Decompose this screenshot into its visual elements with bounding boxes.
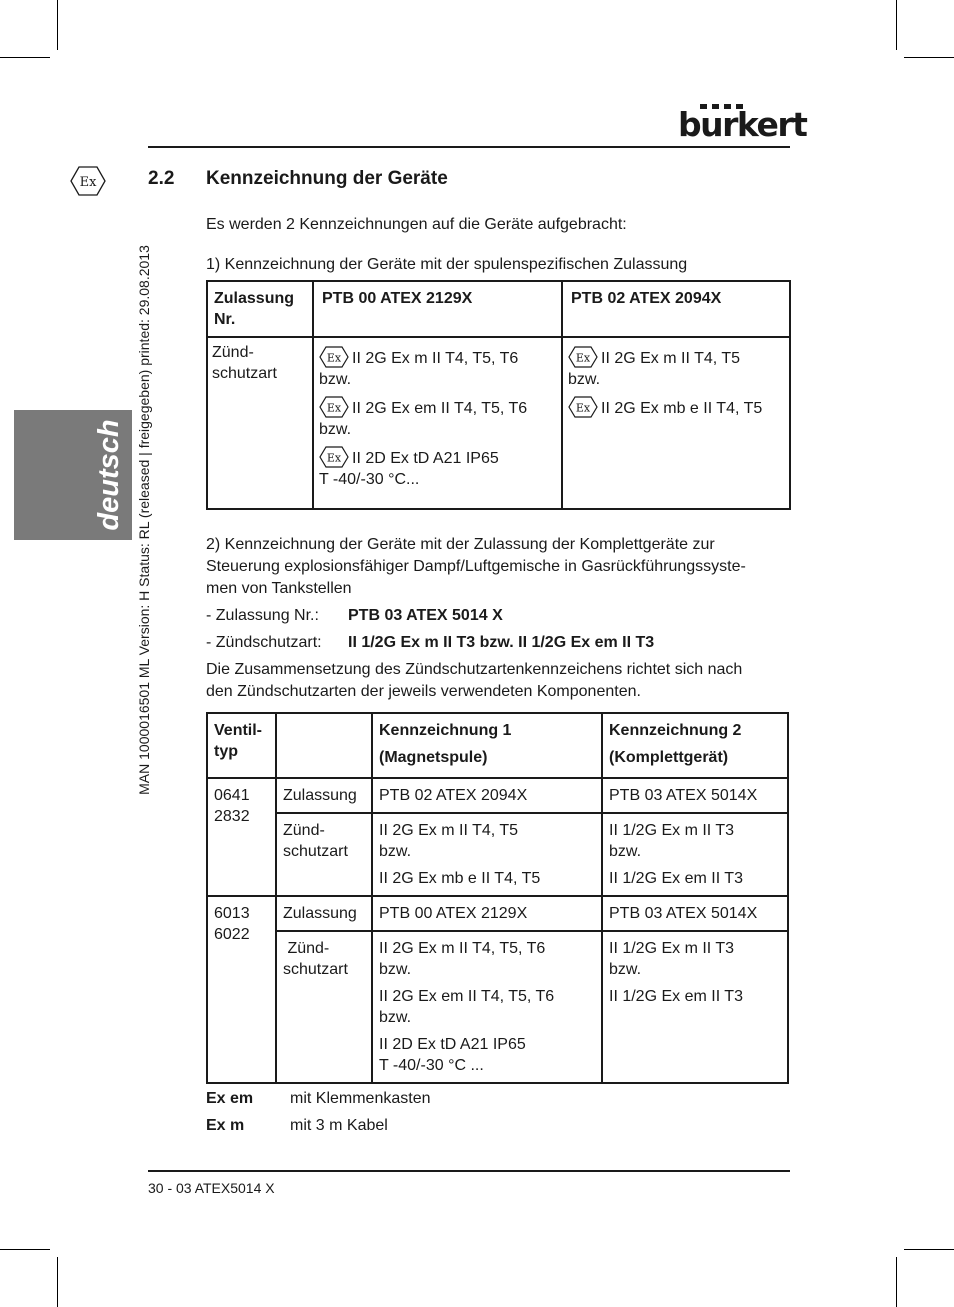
table1-header-cell: PTB 00 ATEX 2129X (313, 281, 562, 337)
table2-cell: PTB 02 ATEX 2094X (372, 778, 602, 813)
table2-header-cell (276, 713, 372, 778)
section-title: Kennzeichnung der Geräte (206, 168, 448, 189)
ex-hexagon-icon (568, 346, 598, 368)
ex-hexagon-icon (319, 446, 349, 468)
valve-type-cell: 6013 6022 (207, 896, 276, 1083)
table2-cell: Zünd- schutzart (276, 931, 372, 1083)
svg-text:Ex: Ex (575, 401, 591, 415)
ex-hexagon-icon (70, 166, 106, 196)
svg-text:Ex: Ex (575, 351, 591, 365)
table2-cell: II 2G Ex m II T4, T5, T6 bzw. II 2G Ex em II T4, T5, T6 bzw. II 2D Ex tD A21 IP65 T -40/-30 °C ... (372, 931, 602, 1083)
crop-mark (57, 0, 58, 50)
crop-mark (896, 1257, 897, 1307)
table2-cell: II 1/2G Ex m II T3 bzw. II 1/2G Ex em II T3 (602, 931, 788, 1083)
crop-mark (57, 1257, 58, 1307)
part2-caption-line: 2) Kennzeichnung der Geräte mit der Zulassung der Komplettgeräte zur (206, 536, 715, 553)
table2-cell: Zulassung (276, 896, 372, 931)
footer-rule (148, 1170, 790, 1172)
table1-cell: Ex II 2G Ex m II T4, T5 bzw. Ex II 2G Ex mb e II T4, T5 (562, 337, 790, 509)
table2-cell: PTB 03 ATEX 5014X (602, 896, 788, 931)
table2-header-cell: Kennzeichnung 2 (Komplettgerät) (602, 713, 788, 778)
brand-name: burkert (678, 105, 807, 144)
table1-header-cell: PTB 02 ATEX 2094X (562, 281, 790, 337)
table2-cell: PTB 03 ATEX 5014X (602, 778, 788, 813)
section-number: 2.2 (148, 168, 175, 189)
crop-mark (904, 57, 954, 58)
legend-key: Ex em (206, 1090, 254, 1107)
approval-label: - Zulassung Nr.: (206, 607, 319, 624)
table2-cell: PTB 00 ATEX 2129X (372, 896, 602, 931)
svg-text:Ex: Ex (326, 401, 342, 415)
svg-text:Ex: Ex (326, 351, 342, 365)
valve-marking-table (206, 712, 789, 1084)
language-tab-label: deutsch (93, 419, 125, 531)
intro-text: Es werden 2 Kennzeichnungen auf die Geräte aufgebracht: (206, 216, 627, 233)
svg-text:Ex: Ex (79, 175, 97, 190)
page-footer: 30 - 03 ATEX5014 X (148, 1180, 275, 1196)
part2-caption-line: men von Tankstellen (206, 580, 352, 597)
protection-label: - Zündschutzart: (206, 634, 322, 651)
part1-caption: 1) Kennzeichnung der Geräte mit der spulenspezifischen Zulassung (206, 256, 688, 273)
document-meta-vertical: MAN 1000016501 ML Version: H Status: RL (released | freigegeben) printed: 29.08.2013 (136, 245, 152, 795)
crop-mark (0, 57, 50, 58)
note-line: Die Zusammensetzung des Zündschutzartenkennzeichens richtet sich nach (206, 661, 743, 678)
crop-mark (896, 0, 897, 50)
table2-cell: II 2G Ex m II T4, T5 bzw. II 2G Ex mb e II T4, T5 (372, 813, 602, 896)
table2-header-cell: Kennzeichnung 1 (Magnetspule) (372, 713, 602, 778)
valve-type-cell: 0641 2832 (207, 778, 276, 896)
legend-key: Ex m (206, 1117, 245, 1134)
legend-value: mit 3 m Kabel (290, 1117, 388, 1134)
table1-row-label: Zünd- schutzart (207, 337, 313, 509)
brand-logo (678, 104, 807, 144)
part2-caption-line: Steuerung explosionsfähiger Dampf/Luftgemische in Gasrückführungssyste- (206, 558, 746, 575)
table1-cell: Ex II 2G Ex m II T4, T5, T6 bzw. Ex II 2G Ex em II T4, T5, T6 bzw. Ex II 2D Ex tD A21 IP65 T -40/-30 °C... (313, 337, 562, 509)
approval-value: PTB 03 ATEX 5014 X (348, 607, 503, 624)
table2-cell: II 1/2G Ex m II T3 bzw. II 1/2G Ex em II T3 (602, 813, 788, 896)
ex-hexagon-icon (319, 396, 349, 418)
ex-hexagon-icon (319, 346, 349, 368)
protection-value: II 1/2G Ex m II T3 bzw. II 1/2G Ex em II T3 (348, 634, 655, 651)
note-line: den Zündschutzarten der jeweils verwendeten Komponenten. (206, 683, 641, 700)
svg-text:Ex: Ex (326, 451, 342, 465)
table2-header-cell: Ventil- typ (207, 713, 276, 778)
table2-cell: Zulassung (276, 778, 372, 813)
legend-value: mit Klemmenkasten (290, 1090, 431, 1107)
approval-table-1 (206, 280, 791, 510)
table1-header-cell: Zulassung Nr. (207, 281, 313, 337)
crop-mark (904, 1249, 954, 1250)
ex-hexagon-icon (568, 396, 598, 418)
table2-cell: Zünd- schutzart (276, 813, 372, 896)
header-rule (148, 146, 790, 148)
crop-mark (0, 1249, 50, 1250)
